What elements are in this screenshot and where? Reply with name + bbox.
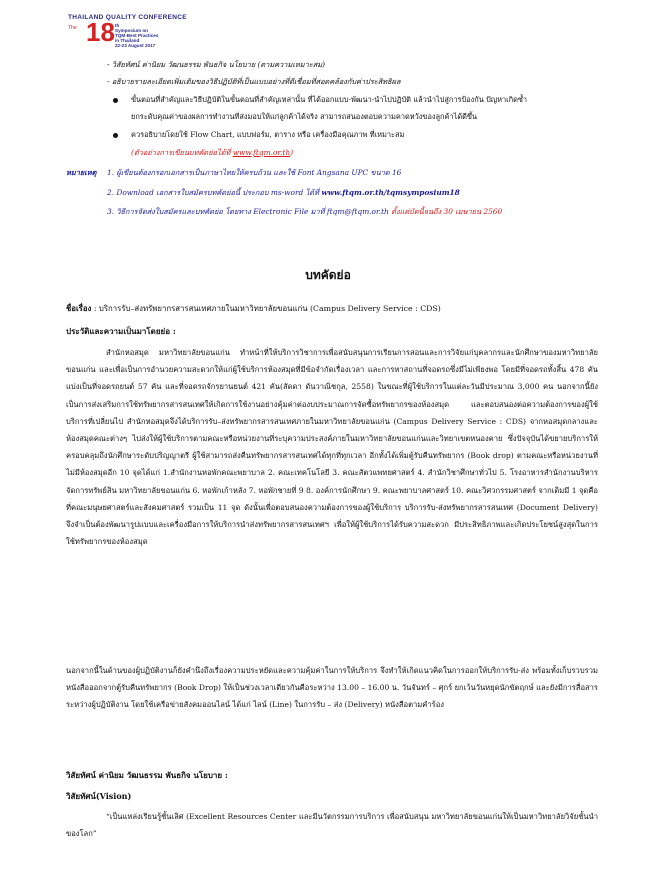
vision-block-heading: วิสัยทัศน์ ค่านิยม วัฒนธรรม พันธกิจ นโยบาย : xyxy=(66,770,228,780)
download-link[interactable]: www.ftqm.or.th/tqmsymposium18 xyxy=(321,188,460,197)
bullet-dot xyxy=(113,98,118,103)
vision-text: “เป็นแหล่งเรียนรู้ชั้นเลิศ (Excellent Resources Center และมีนวัตกรรมการบริการ เพื่อสนับสนุน มหาวิทยาลัยขอนแก่นให้เป็นมหาวิทยาลัยวิจัยชั้นนำของโลก” xyxy=(66,812,598,839)
note-1: 1. ผู้เขียนต้องกรอกเอกสารเป็นภาษาไทยให้ครบถ้วน และใช้ Font Angsana UPC ขนาด 16 xyxy=(107,168,402,177)
bullet-2: ควรอธิบายโดยใช้ Flow Chart, แบบฟอร์ม, ตาราง หรือ เครื่องมือคุณภาพ ที่เหมาะสม xyxy=(131,130,405,139)
title-label: ชื่อเรื่อง xyxy=(66,304,92,313)
logo-title: THAILAND QUALITY CONFERENCE xyxy=(68,14,187,21)
logo-subtitle: th Symposium on TQM-Best Practices in Thailand 22-23 August 2017 xyxy=(115,23,159,48)
note-3: 3. วิธีการจัดส่งใบสมัครและบทคัดย่อ โดยทาง Electronic File มาที่ ftqm@ftqm.or.th ตั้งแต่บัดนี้จนถึง 30 เมษายน 2560 xyxy=(107,207,503,216)
bullet-1-line-2: ยกระดับคุณค่าของผลการทำงานที่ส่งมอบให้แก่ลูกค้าได้จริง สามารถสนองตอบความคาดหวังของลูกค้าได้ดีขึ้น xyxy=(131,112,478,121)
notes-label: หมายเหตุ xyxy=(66,168,97,177)
instruction-item-1: - วิสัยทัศน์ ค่านิยม วัฒนธรรม พันธกิจ นโยบาย (ตามความเหมาะสม) xyxy=(107,60,325,69)
history-heading: ประวัติและความเป็นมาโดยย่อ : xyxy=(66,326,176,336)
bullet-1-line-1: ขั้นตอนที่สำคัญและวิธีปฏิบัติในขั้นตอนที่สำคัญเหล่านั้น ที่ได้ออกแบบ-พัฒนา-นำไปปฏิบัติ แล้วนำไปสู่การป้องกัน ปัญหาเกิดซ้ำ xyxy=(131,95,528,104)
example-note: (ตัวอย่างการเขียนบทคัดย่อได้ที่ www.ftqm.or.th) xyxy=(131,148,294,157)
bullet-dot xyxy=(113,133,118,138)
conference-logo xyxy=(68,14,208,52)
logo-the: The xyxy=(68,25,77,31)
abstract-title-line xyxy=(66,304,441,314)
note-2: 2. Download เอกสารใบสมัครบทคัดย่อนี้ ประกอบ ms-word ได้ที่ www.ftqm.or.th/tqmsymposium18 xyxy=(107,188,460,197)
instruction-item-2: - อธิบายรายละเอียดเพิ่มเติมของวิธีปฏิบัติที่เป็นแบบอย่างที่ดีเชื่อมที่สอดคล้องกับค่าประสิทธิผล xyxy=(107,77,401,86)
title-text: : บริการรับ–ส่งทรัพยากรสารสนเทศภายในมหาวิทยาลัยขอนแก่น (Campus Delivery Service : CDS) xyxy=(93,304,441,313)
deadline-text: ตั้งแต่บัดนี้จนถึง 30 เมษายน 2560 xyxy=(391,207,503,216)
example-link[interactable]: www.ftqm.or.th xyxy=(232,148,291,157)
logo-number: 18 xyxy=(86,17,115,47)
history-paragraph-1: สำนักหอสมุด มหาวิทยาลัยขอนแก่น ทำหน้าที่ให้บริการวิชาการเพื่อสนับสนุนการเรียนการสอนและการวิจัยแก่บุคลากรและนักศึกษาของมหาวิทยาลัยขอนแก่น และเพื่อเป็นการอำนวยความสะดวกให้แก่ผู้ใช้บริการห้องสมุดที่มีข้อจำกัดเรื่องเวลา และการหาสถานที่จอดรถซึ่งมีไม่เพียงพอ โดยมีที่จอดรถทั้งสิ้น 478 คัน แบ่งเป็นที่จอดรถยนต์ 57 คัน และที่จอดรถจักรยานยนต์ 421 คัน(สัดดา ดันวาณิชกุล, 2558) ในขณะที่ผู้ใช้บริการในแต่ละวันมีประมาณ 3,000 คน นอกจากนี้ยังเป็นการส่งเสริมการใช้ทรัพยากรสารสนเทศให้เกิดการใช้งานอย่างคุ้มค่าต่องบประมาณการจัดซื้อทรัพยากรของห้องสมุด และตอบสนองต่อความต้องการของผู้ใช้บริการที่เปลี่ยนไป สำนักหอสมุดจึงได้บริการรับ–ส่งทรัพยากรสารสนเทศภายในมหาวิทยาลัยขอนแก่น (Campus Delivery Service : CDS) จากหอสมุดกลางและห้องสมุดคณะต่างๆ ไปส่งให้ผู้ใช้บริการตามคณะหรือหน่วยงานที่ระบุความประสงค์ภายในมหาวิทยาลัยขอนแก่นและวิทยาเขตหนองคาย ซึ่งปัจจุบันได้ขยายบริการให้ครอบคลุมถึงนักศึกษาระดับปริญญาตรี ผู้ใช้สามารถส่งคืนทรัพยากรสารสนเทศได้ทุกที่ทุกเวลา อีกทั้งได้เพิ่มตู้รับคืนทรัพยากร (Book drop) ตามคณะหรือหน่วยงานที่ไม่มีห้องสมุดอีก 10 จุดได้แก่ 1.สำนักงานหอพักคณะพยาบาล 2. คณะเทคโนโลยี 3. คณะสัตวแพทยศาสตร์ 4. สำนักวิชาศึกษาทั่วไป 5. โรงอาหารสำนักงานบริหารจัดการทรัพย์สิน มหาวิทยาลัยขอนแก่น 6. หอพักเก้าหลัง 7. หอพักชายที่ 9 8. องค์การนักศึกษา 9. คณะพยาบาลศาสตร์ 10. คณะวิศวกรรมศาสตร์ จากเดิมมี 1 จุดคือที่คณะมนุษยศาสตร์และสังคมศาสตร์ รวมเป็น 11 จุด ดังนั้นเพื่อตอบสนองความต้องการของผู้ใช้บริการ บริการรับ-ส่งทรัพยากรสารสนเทศ (Document Delivery) จึงจำเป็นต้องพัฒนารูปแบบและเครื่องมือการให้บริการนำส่งทรัพยากรสารสนเทศฯ เพื่อให้ผู้ใช้บริการได้รับความสะดวก มีประสิทธิภาพและเกิดประโยชน์สูงสุดในการใช้ทรัพยากรของห้องสมุด xyxy=(66,348,598,547)
vision-heading: วิสัยทัศน์(Vision) xyxy=(66,791,132,801)
history-paragraph-2: นอกจากนี้ในด้านของผู้ปฏิบัติงานก็ยังคำนึงถึงเรื่องความประหยัดและความคุ้มค่าในการให้บริการ จึงทำให้เกิดแนวคิดในการออกให้บริการรับ-ส่ง พร้อมทั้งเก็บรวบรวมหนังสือออกจากตู้รับคืนทรัพยากร (Book Drop) ให้เป็นช่วงเวลาเดียวกันคือระหว่าง 13.00 – 16.00 น. วันจันทร์ – ศุกร์ ยกเว้นวันหยุดนักขัตฤกษ์ และยังมีการสื่อสารระหว่างผู้ปฏิบัติงาน โดยใช้เครือข่ายสังคมออนไลน์ ได้แก่ ไลน์ (Line) ในการรับ – ส่ง (Delivery) หนังสือตามคำร้อง xyxy=(66,666,598,710)
abstract-heading: บทคัดย่อ xyxy=(305,268,351,282)
